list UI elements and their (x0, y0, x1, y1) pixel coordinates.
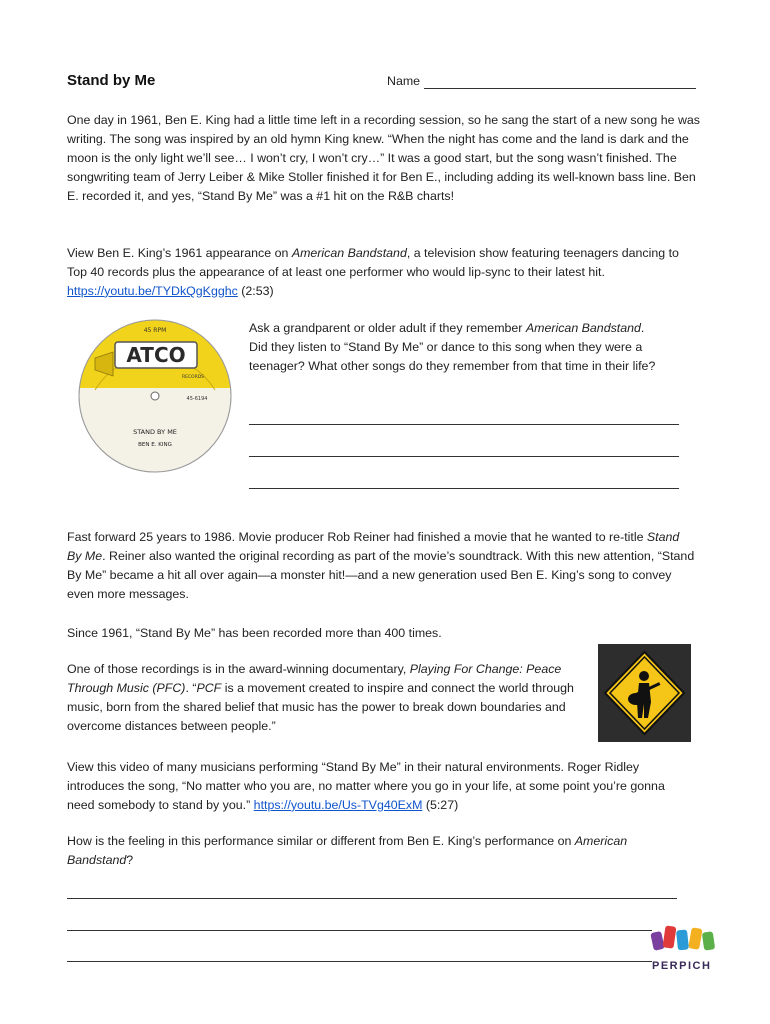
movie-italic: Stand By Me (67, 530, 680, 563)
answer-line-2[interactable] (249, 456, 679, 457)
video-paragraph (67, 758, 673, 815)
recorded-paragraph: Since 1961, “Stand By Me” has been recorded more than 400 times. (67, 626, 442, 640)
movie-text-after: . Reiner also wanted the original recording as part of the movie’s soundtrack. With this new attention, “Stand By Me” became a hit all over again—a monster hit!—and a new generation used Ben E. King’s song to convey even more messages. (67, 548, 695, 601)
rpm-label: 45 RPM (143, 327, 167, 334)
movie-text: Fast forward 25 years to 1986. Movie producer Rob Reiner had finished a movie that he wanted to re-title (67, 530, 647, 544)
bandstand-video-link[interactable]: https://youtu.be/TYDkQgKgghc (67, 283, 238, 298)
record-song: STAND BY ME (133, 428, 177, 436)
answer-line-4[interactable] (67, 898, 677, 899)
pfc-video-link[interactable]: https://youtu.be/Us-TVg40ExM (253, 797, 423, 812)
record-artist: BEN E. KING (138, 442, 172, 448)
atco-brand: ATCO (126, 343, 186, 367)
records-label: RECORDS (181, 375, 205, 380)
answer-line-1[interactable] (249, 424, 679, 425)
pfc-sign-image (598, 644, 691, 742)
question2-end: ? (126, 852, 134, 867)
performance-question (67, 832, 673, 870)
intro-paragraph: One day in 1961, Ben E. King had a little time left in a recording session, so he sang the start of a new song he was writing. The song was inspired by an old hymn King knew. “When the night has come and the land is dark and the moon is the only light we’ll see… I won’t cry, I won’t cry…” It was a good start, but the song wasn’t finished. The songwriting team of Jerry Leiber & Mike Stoller finished it for Ben E., including adding its well-known bass line. Ben E. recorded it, and yes, “Stand By Me” was a #1 hit on the R&B charts! (67, 113, 700, 203)
question1-text: Ask a grandparent or older adult if they remember (249, 321, 526, 335)
question2-italic: American Bandstand (67, 834, 628, 867)
answer-line-3[interactable] (249, 488, 679, 489)
bandstand-italic: American Bandstand (291, 246, 407, 260)
pfc-italic: Playing For Change: Peace Through Music (PFC) (67, 662, 562, 695)
question2-text: How is the feeling in this performance similar or different from Ben E. King’s performance on (67, 834, 575, 848)
atco-record-image (75, 318, 235, 474)
name-label: Name (387, 74, 421, 88)
name-field-line[interactable] (424, 88, 696, 89)
pfc-paragraph (67, 660, 589, 736)
pfc-text-after: is a movement created to inspire and connect the world through music, born from the shared belief that music has the power to break down boundaries and overcome distances between people.” (67, 680, 574, 733)
answer-line-5[interactable] (67, 930, 652, 931)
video-duration: (5:27) (422, 797, 459, 812)
pfc-text: One of those recordings is in the award-winning documentary, (67, 662, 410, 676)
bandstand-paragraph (67, 244, 695, 301)
question1-text-after: . Did they listen to “Stand By Me” or dance to this song when they were a teenager? What other songs do they remember from that time in their life? (249, 321, 656, 373)
pfc-italic-2: PCF (196, 680, 222, 695)
perpich-logo-text: PERPICH (652, 960, 712, 972)
answer-line-6[interactable] (67, 961, 652, 962)
page-title: Stand by Me (67, 72, 156, 89)
question1-italic: American Bandstand (525, 321, 641, 335)
video-text: View this video of many musicians performing “Stand By Me” in their natural environments. Roger Ridley introduces the song, “No matter who you are, no matter where you go in your life, at some point you’re gonna need somebody to stand by you.” (67, 760, 665, 812)
bandstand-text: View Ben E. King’s 1961 appearance on (67, 246, 292, 260)
pfc-text-mid: . “ (185, 680, 197, 695)
grandparent-question (249, 319, 659, 376)
catalog-number: 45-6194 (186, 396, 208, 402)
bandstand-text-after: , a television show featuring teenagers dancing to Top 40 records plus the appearance of at least one performer who would lip-sync to their latest hit. (67, 246, 679, 279)
movie-paragraph (67, 528, 697, 604)
bandstand-duration: (2:53) (237, 283, 274, 298)
